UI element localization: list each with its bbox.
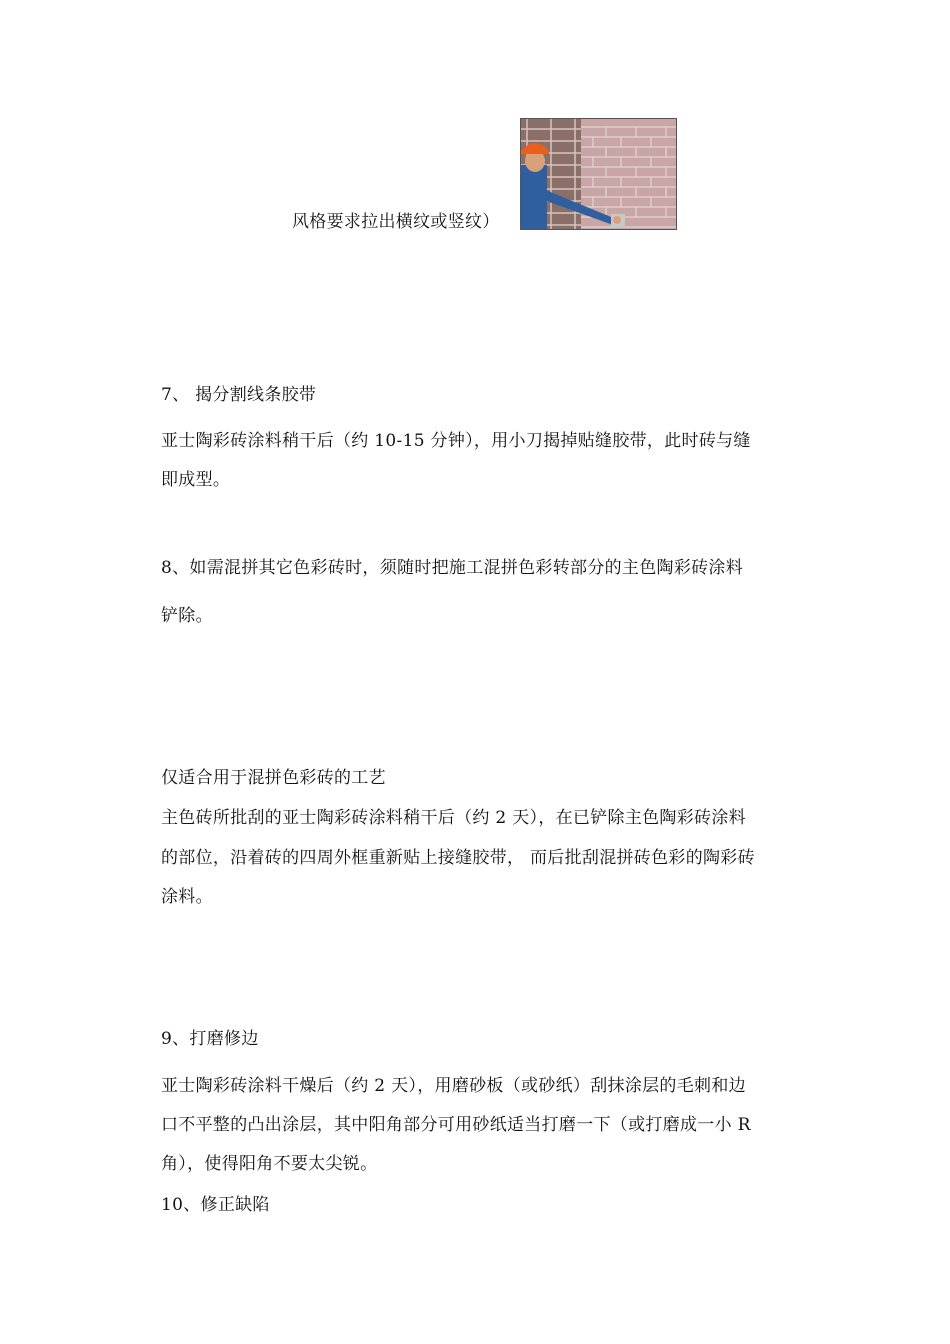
mixed-color-line-2: 的部位，沿着砖的四周外框重新贴上接缝胶带， 而后批刮混拼砖色彩的陶彩砖 [161, 848, 755, 868]
section-8-line-1: 铲除。 [161, 606, 213, 626]
mixed-color-line-1: 主色砖所批刮的亚士陶彩砖涂料稍干后（约 2 天），在已铲除主色陶彩砖涂料 [161, 808, 746, 828]
caption-text: 风格要求拉出横纹或竖纹） [292, 212, 500, 232]
section-7-line-1: 亚士陶彩砖涂料稍干后（约 10-15 分钟），用小刀揭掉贴缝胶带，此时砖与缝 [161, 431, 751, 451]
section-9-line-2: 口不平整的凸出涂层，其中阳角部分可用砂纸适当打磨一下（或打磨成一小 R [161, 1115, 751, 1135]
section-10-heading: 10、修正缺陷 [161, 1195, 270, 1215]
section-9-line-1: 亚士陶彩砖涂料干燥后（约 2 天），用磨砂板（或砂纸）刮抹涂层的毛刺和边 [161, 1076, 746, 1096]
section-7-line-2: 即成型。 [161, 470, 231, 490]
section-7-heading: 7、 揭分割线条胶带 [161, 385, 317, 405]
construction-photo [520, 118, 677, 230]
mixed-color-line-3: 涂料。 [161, 887, 213, 907]
section-9-line-3: 角），使得阳角不要太尖锐。 [161, 1154, 378, 1174]
section-9-heading: 9、打磨修边 [161, 1029, 259, 1049]
section-8-heading: 8、如需混拼其它色彩砖时，须随时把施工混拼色彩转部分的主色陶彩砖涂料 [161, 558, 744, 578]
worker-brick-wall-image [521, 119, 677, 230]
mixed-color-heading: 仅适合用于混拼色彩砖的工艺 [161, 768, 386, 788]
